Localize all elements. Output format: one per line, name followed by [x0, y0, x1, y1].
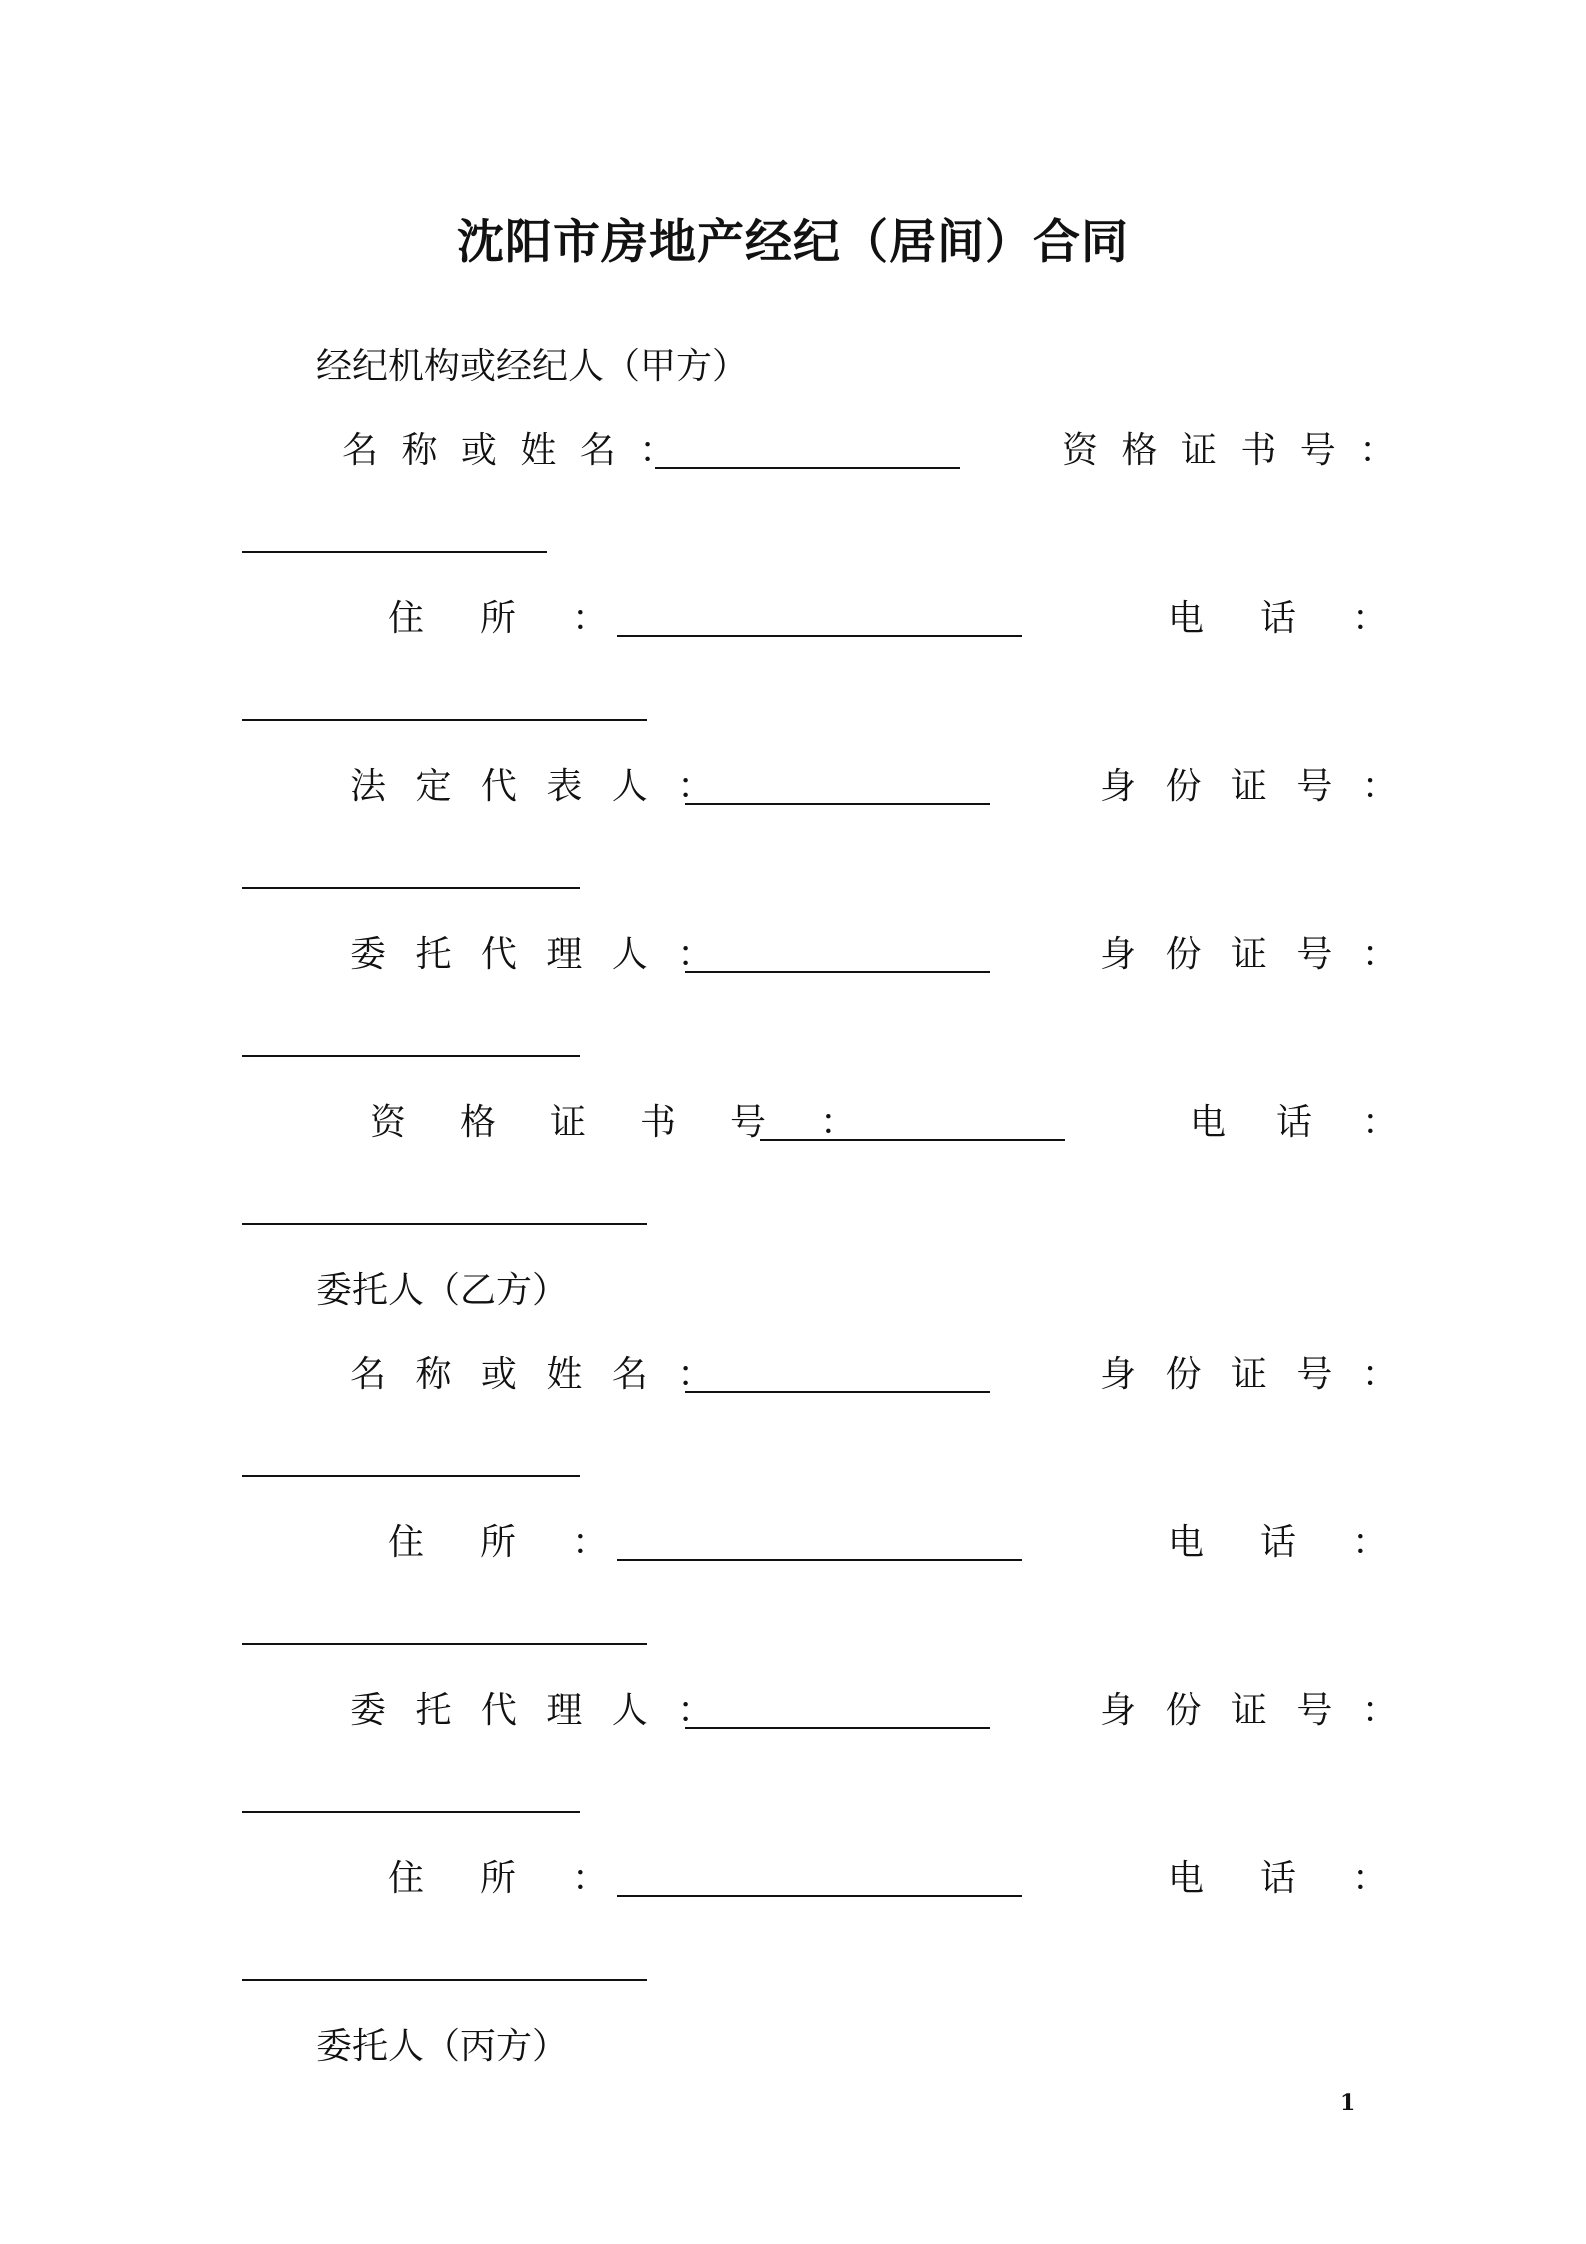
party-b-agent-phone-label: 电 话 ： [1168, 1858, 1399, 1899]
party-b-agent-field[interactable] [685, 1727, 990, 1729]
party-a-legal-rep-label: 法 定 代 表 人 ： [350, 766, 723, 807]
party-a-agent-id-label: 身 份 证 号 ： [1100, 934, 1407, 975]
party-a-agent-field[interactable] [685, 971, 990, 973]
party-b-name-field[interactable] [685, 1391, 990, 1393]
party-b-agent-id-label: 身 份 证 号 ： [1100, 1690, 1407, 1731]
party-b-phone-label: 电 话 ： [1168, 1522, 1399, 1563]
party-a-qual-cert-label: 资 格 证 书 号 ： [1062, 430, 1402, 471]
party-b-address-label: 住 所 ： [388, 1522, 619, 1563]
party-b-name-label: 名 称 或 姓 名 ： [350, 1354, 723, 1395]
party-b-phone-field[interactable] [242, 1643, 647, 1645]
party-b-agent-id-field[interactable] [242, 1811, 580, 1813]
party-a-name-field[interactable] [655, 467, 960, 469]
party-a-heading: 经纪机构或经纪人（甲方） [316, 346, 749, 387]
party-b-heading: 委托人（乙方） [316, 1270, 569, 1311]
party-a-legal-rep-id-field[interactable] [242, 887, 580, 889]
party-b-address-field[interactable] [617, 1559, 1022, 1561]
party-a-address-label: 住 所 ： [388, 598, 619, 639]
party-a-agent-cert-label: 资 格 证 书 号 ： [370, 1102, 866, 1143]
party-b-agent-address-label: 住 所 ： [388, 1858, 619, 1899]
party-a-phone-label: 电 话 ： [1168, 598, 1399, 639]
party-a-legal-rep-field[interactable] [685, 803, 990, 805]
party-a-qual-cert-field[interactable] [242, 551, 547, 553]
party-c-heading: 委托人（丙方） [316, 2026, 569, 2067]
party-b-id-field[interactable] [242, 1475, 580, 1477]
document-title: 沈阳市房地产经纪（居间）合同 [457, 215, 1129, 270]
party-b-agent-phone-field[interactable] [242, 1979, 647, 1981]
party-a-agent-cert-field[interactable] [760, 1139, 1065, 1141]
party-a-address-field[interactable] [617, 635, 1022, 637]
party-a-phone-field[interactable] [242, 719, 647, 721]
page-number: 1 [1340, 2090, 1356, 2116]
party-a-legal-rep-id-label: 身 份 证 号 ： [1100, 766, 1407, 807]
party-b-agent-label: 委 托 代 理 人 ： [350, 1690, 723, 1731]
party-a-agent-phone-field[interactable] [242, 1223, 647, 1225]
party-a-name-label: 名 称 或 姓 名 ： [342, 430, 682, 471]
party-a-agent-id-field[interactable] [242, 1055, 580, 1057]
party-a-agent-label: 委 托 代 理 人 ： [350, 934, 723, 975]
party-a-agent-phone-label: 电 话 ： [1190, 1102, 1406, 1143]
party-b-id-label: 身 份 证 号 ： [1100, 1354, 1407, 1395]
party-b-agent-address-field[interactable] [617, 1895, 1022, 1897]
